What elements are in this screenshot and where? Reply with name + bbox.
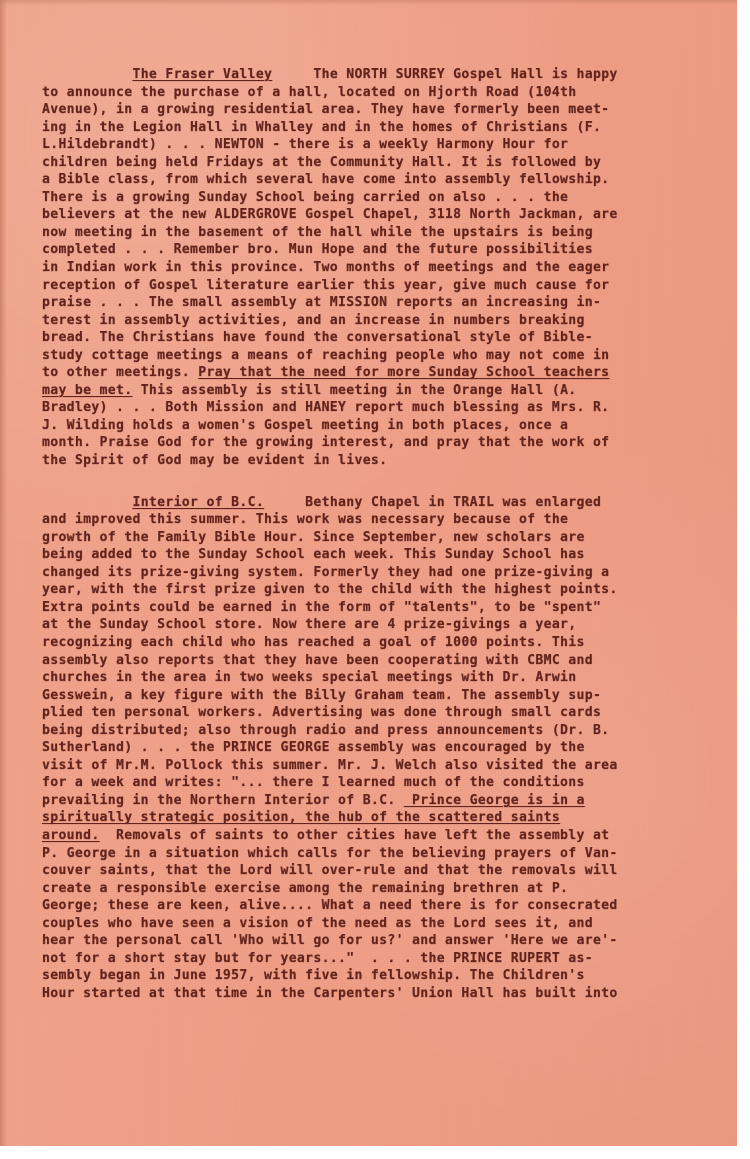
text-line bbox=[42, 294, 714, 312]
underlined-text-run: Pray that the need for more Sunday School teachers bbox=[198, 365, 610, 381]
text-run: hear the personal call 'Who will go for us?' and answer 'Here we are'- bbox=[42, 933, 618, 949]
text-line bbox=[42, 915, 714, 933]
text-line bbox=[42, 66, 714, 84]
text-run: visit of Mr.M. Pollock this summer. Mr. J. Welch also visited the area bbox=[42, 757, 618, 773]
text-line bbox=[42, 616, 714, 634]
underlined-text-run: Prince George is in a bbox=[403, 792, 585, 808]
text-line bbox=[42, 757, 714, 775]
paragraph-interior-of-bc bbox=[42, 494, 714, 1003]
text-run: a Bible class, from which several have come into assembly fellowship. bbox=[42, 172, 610, 188]
text-run: bread. The Christians have found the conversational style of Bible- bbox=[42, 330, 593, 346]
text-run: to announce the purchase of a hall, located on Hjorth Road (104th bbox=[42, 84, 577, 100]
text-run: in Indian work in this province. Two months of meetings and the eager bbox=[42, 260, 610, 276]
text-run: completed . . . Remember bro. Mun Hope and the future possibilities bbox=[42, 242, 593, 258]
text-line bbox=[42, 364, 714, 382]
underlined-text-run: may be met. bbox=[42, 382, 133, 398]
text-run: changed its prize-giving system. Formerly they had one prize-giving a bbox=[42, 564, 610, 580]
text-run: Extra points could be earned in the form of "talents", to be "spent" bbox=[42, 599, 602, 615]
text-line bbox=[42, 897, 714, 915]
text-line bbox=[42, 862, 714, 880]
text-run: praise . . . The small assembly at MISSION reports an increasing in- bbox=[42, 295, 602, 311]
text-run: children being held Fridays at the Community Hall. It is followed by bbox=[42, 154, 602, 170]
text-line bbox=[42, 347, 714, 365]
underlined-text-run: around. bbox=[42, 827, 100, 843]
text-line bbox=[42, 101, 714, 119]
text-line bbox=[42, 932, 714, 950]
text-run: study cottage meetings a means of reaching people who may not come in bbox=[42, 347, 610, 363]
text-run: Gesswein, a key figure with the Billy Graham team. The assembly sup- bbox=[42, 687, 602, 703]
text-line bbox=[42, 119, 714, 137]
text-run: churches in the area in two weeks special meetings with Dr. Arwin bbox=[42, 670, 577, 686]
text-run: couples who have seen a vision of the need as the Lord sees it, and bbox=[42, 915, 593, 931]
text-line bbox=[42, 494, 714, 512]
text-line bbox=[42, 136, 714, 154]
text-run: Avenue), in a growing residential area. They have formerly been meet- bbox=[42, 102, 610, 118]
text-line bbox=[42, 985, 714, 1003]
text-line bbox=[42, 382, 714, 400]
underlined-text-run: Interior of B.C. bbox=[132, 494, 265, 510]
text-run: George; these are keen, alive.... What a need there is for consecrated bbox=[42, 898, 618, 914]
text-line bbox=[42, 809, 714, 827]
paragraph-fraser-valley bbox=[42, 66, 714, 470]
text-line bbox=[42, 581, 714, 599]
text-run: at the Sunday School store. Now there are 4 prize-givings a year, bbox=[42, 617, 577, 633]
text-run: year, with the first prize given to the child with the highest points. bbox=[42, 582, 618, 598]
text-line bbox=[42, 652, 714, 670]
text-run: prevailing in the Northern Interior of B.C. bbox=[42, 792, 404, 808]
text-run: assembly also reports that they have been cooperating with CBMC and bbox=[42, 652, 593, 668]
text-run: couver saints, that the Lord will over-rule and that the removals will bbox=[42, 863, 618, 879]
text-run: to other meetings. bbox=[42, 365, 199, 381]
text-line bbox=[42, 511, 714, 529]
text-run: believers at the new ALDERGROVE Gospel Chapel, 3118 North Jackman, are bbox=[42, 207, 618, 223]
text-run: reception of Gospel literature earlier this year, give much cause for bbox=[42, 277, 610, 293]
text-line bbox=[42, 669, 714, 687]
text-line bbox=[42, 189, 714, 207]
underlined-text-run: The Fraser Valley bbox=[132, 67, 273, 82]
text-line bbox=[42, 845, 714, 863]
text-run: P. George in a situation which calls for the believing prayers of Van- bbox=[42, 845, 618, 861]
text-run: being added to the Sunday School each week. This Sunday School has bbox=[42, 547, 585, 563]
text-line bbox=[42, 84, 714, 102]
text-line bbox=[42, 417, 714, 435]
text-line bbox=[42, 827, 714, 845]
text-run: ing in the Legion Hall in Whalley and in the homes of Christians (F. bbox=[42, 119, 602, 135]
text-run: Hour started at that time in the Carpenters' Union Hall has built into bbox=[42, 985, 618, 1001]
text-run: month. Praise God for the growing interest, and pray that the work of bbox=[42, 435, 610, 451]
text-line bbox=[42, 774, 714, 792]
text-line bbox=[42, 171, 714, 189]
text-run: Bethany Chapel in TRAIL was enlarged bbox=[264, 494, 602, 510]
text-line bbox=[42, 154, 714, 172]
text-run: There is a growing Sunday School being carried on also . . . the bbox=[42, 189, 569, 205]
text-run: the Spirit of God may be evident in lives. bbox=[42, 453, 388, 469]
underlined-text-run: spiritually strategic position, the hub of the scattered saints bbox=[42, 810, 561, 826]
scan-top-edge-shadow bbox=[0, 0, 737, 5]
text-line bbox=[42, 792, 714, 810]
text-run: The NORTH SURREY Gospel Hall is happy bbox=[272, 67, 618, 82]
text-line bbox=[42, 206, 714, 224]
text-line bbox=[42, 546, 714, 564]
text-line bbox=[42, 704, 714, 722]
text-run: and improved this summer. This work was necessary because of the bbox=[42, 512, 569, 528]
text-run: J. Wilding holds a women's Gospel meeting in both places, once a bbox=[42, 417, 569, 433]
text-line bbox=[42, 452, 714, 470]
text-run bbox=[42, 495, 132, 510]
text-line bbox=[42, 564, 714, 582]
text-run: create a responsible exercise among the remaining brethren at P. bbox=[42, 880, 569, 896]
text-line bbox=[42, 880, 714, 898]
text-line bbox=[42, 434, 714, 452]
text-line bbox=[42, 312, 714, 330]
text-run bbox=[42, 67, 132, 82]
text-line bbox=[42, 329, 714, 347]
text-run: recognizing each child who has reached a goal of 1000 points. This bbox=[42, 634, 585, 650]
text-run: not for a short stay but for years..." . . . the PRINCE RUPERT as- bbox=[42, 950, 593, 966]
text-line bbox=[42, 634, 714, 652]
text-run: being distributed; also through radio and press announcements (Dr. B. bbox=[42, 722, 610, 738]
text-line bbox=[42, 722, 714, 740]
text-run: for a week and writes: "... there I learned much of the conditions bbox=[42, 775, 585, 791]
text-run: Removals of saints to other cities have left the assembly at bbox=[99, 827, 610, 843]
text-line bbox=[42, 599, 714, 617]
text-run: Bradley) . . . Both Mission and HANEY report much blessing as Mrs. R. bbox=[42, 400, 610, 416]
text-run: growth of the Family Bible Hour. Since September, new scholars are bbox=[42, 529, 585, 545]
text-line bbox=[42, 529, 714, 547]
text-line bbox=[42, 241, 714, 259]
text-run: now meeting in the basement of the hall while the upstairs is being bbox=[42, 224, 593, 240]
text-line bbox=[42, 259, 714, 277]
text-line bbox=[42, 950, 714, 968]
text-run: This assembly is still meeting in the Orange Hall (A. bbox=[132, 382, 577, 398]
text-line bbox=[42, 687, 714, 705]
scan-left-edge-shadow bbox=[0, 0, 7, 1146]
text-line bbox=[42, 399, 714, 417]
text-line bbox=[42, 224, 714, 242]
text-run: Sutherland) . . . the PRINCE GEORGE assembly was encouraged by the bbox=[42, 740, 585, 756]
text-run: plied ten personal workers. Advertising was done through small cards bbox=[42, 705, 602, 721]
typed-text-body bbox=[42, 66, 714, 1002]
text-run: terest in assembly activities, and an increase in numbers breaking bbox=[42, 312, 585, 328]
text-line bbox=[42, 739, 714, 757]
text-run: sembly began in June 1957, with five in fellowship. The Children's bbox=[42, 968, 585, 984]
text-run: L.Hildebrandt) . . . NEWTON - there is a weekly Harmony Hour for bbox=[42, 137, 569, 153]
text-line bbox=[42, 277, 714, 295]
text-line bbox=[42, 967, 714, 985]
